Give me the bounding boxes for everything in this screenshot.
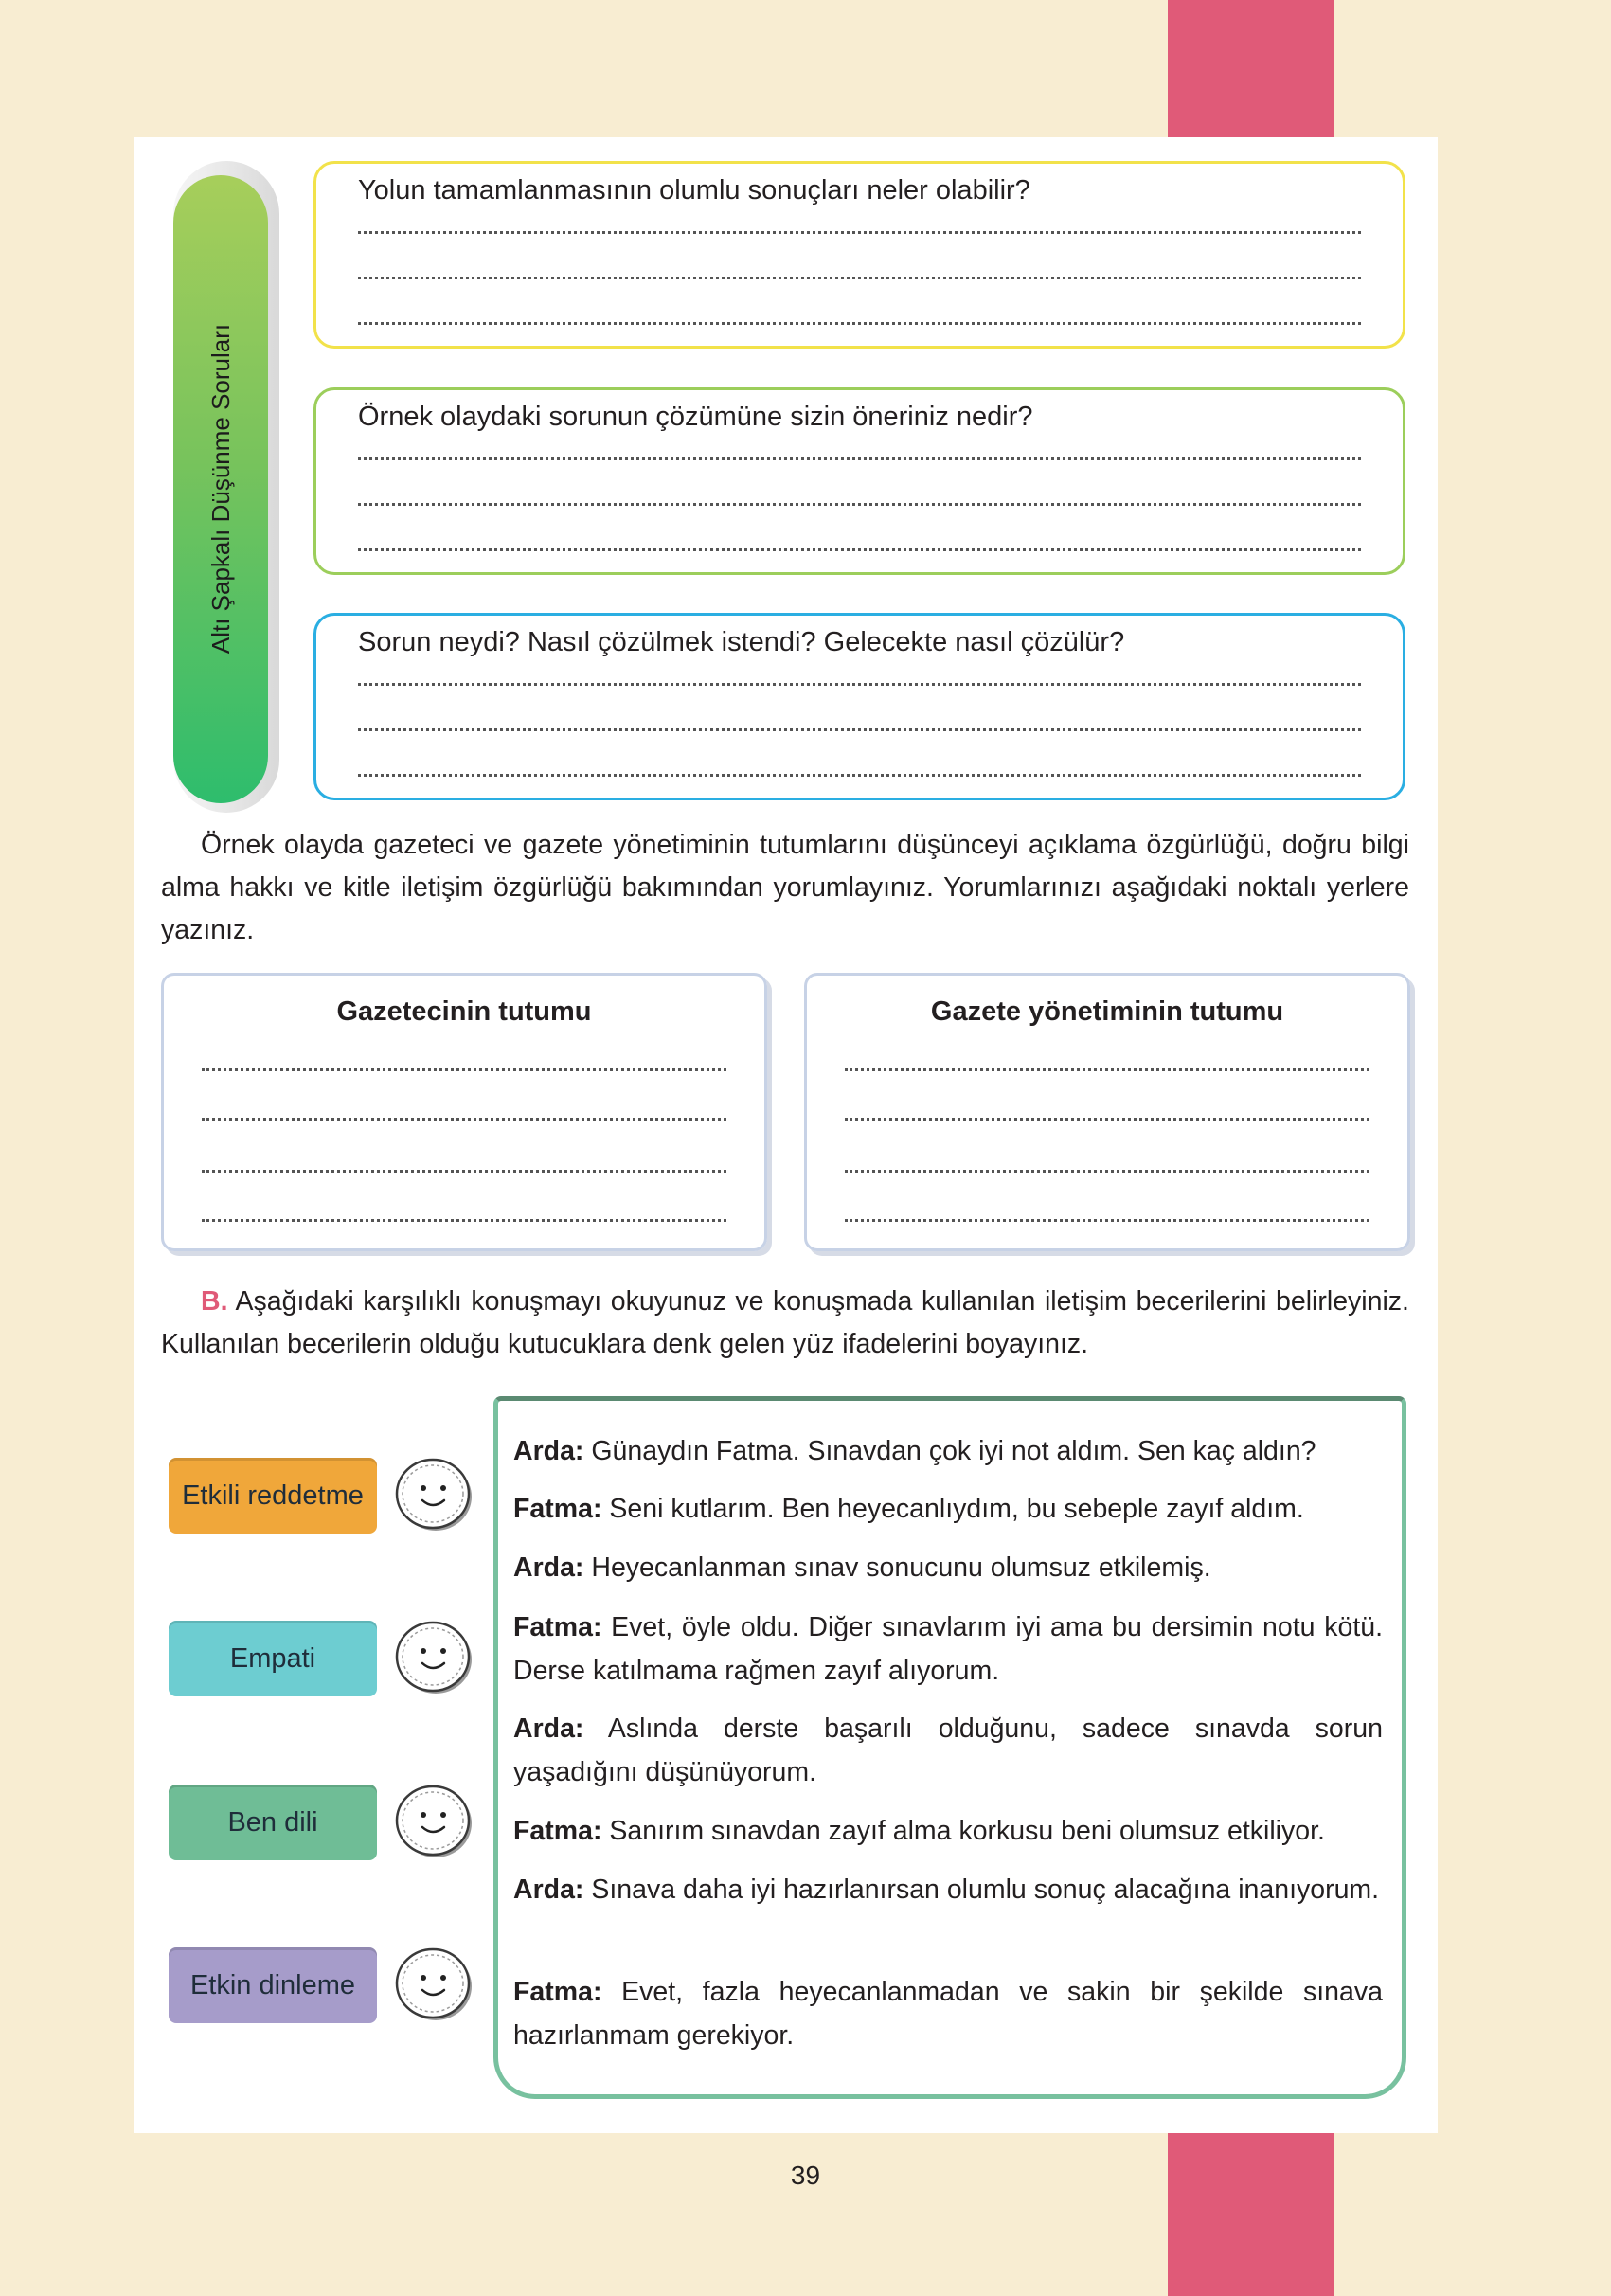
page-edge-tab-top: [1168, 0, 1334, 137]
dialogue-text: Seni kutlarım. Ben heyecanlıydım, bu sebeple zayıf aldım.: [609, 1494, 1304, 1524]
dialogue-line: [513, 1707, 1383, 1794]
instruction-text: Örnek olayda gazeteci ve gazete yönetiminin tutumlarını düşünceyi açıklama özgürlüğü, doğru bilgi alma hakkı ve kitle iletişim özgürlüğü bakımından yorumlayınız. Yorumlarınızı aşağıdaki noktalı yerlere yazınız.: [161, 830, 1409, 945]
dialogue-line: [513, 1970, 1383, 2057]
speaker-name: Fatma:: [513, 1816, 602, 1846]
dialogue-line: [513, 1487, 1383, 1531]
answer-line[interactable]: [358, 231, 1361, 234]
question-box-green: [313, 387, 1405, 575]
skill-label-ben-dili: Ben dili: [169, 1785, 377, 1860]
answer-line[interactable]: [202, 1170, 726, 1173]
answer-line[interactable]: [202, 1068, 726, 1071]
question-text: Sorun neydi? Nasıl çözülmek istendi? Gelecekte nasıl çözülür?: [358, 627, 1125, 657]
section-b-instructions: [161, 1281, 1409, 1366]
question-text: Örnek olaydaki sorunun çözümüne sizin öneriniz nedir?: [358, 402, 1033, 432]
sidebar-label: Altı Şapkalı Düşünme Soruları: [206, 323, 235, 655]
dialogue-line: [513, 1605, 1383, 1693]
question-box-blue: [313, 613, 1405, 800]
answer-line[interactable]: [845, 1118, 1369, 1121]
answer-line[interactable]: [845, 1219, 1369, 1222]
smiley-face-icon[interactable]: [394, 1946, 474, 2023]
answer-line[interactable]: [358, 728, 1361, 731]
answer-line[interactable]: [358, 457, 1361, 460]
journalist-attitude-box: [161, 973, 767, 1251]
answer-line[interactable]: [358, 322, 1361, 325]
dialogue-text: Sınava daha iyi hazırlanırsan olumlu sonuç alacağına inanıyorum.: [591, 1874, 1380, 1905]
speaker-name: Arda:: [513, 1713, 584, 1744]
speaker-name: Arda:: [513, 1874, 584, 1905]
page-edge-tab-bottom: [1168, 2133, 1334, 2296]
skill-label-empati: Empati: [169, 1621, 377, 1696]
answer-line[interactable]: [202, 1219, 726, 1222]
answer-line[interactable]: [845, 1170, 1369, 1173]
speaker-name: Fatma:: [513, 1494, 602, 1524]
dialogue-line: [513, 1429, 1383, 1473]
dialogue-text: Evet, öyle oldu. Diğer sınavlarım iyi ama bu dersimin notu kötü. Derse katılmama rağmen zayıf alıyorum.: [513, 1612, 1384, 1686]
dialogue-text: Günaydın Fatma. Sınavdan çok iyi not aldım. Sen kaç aldın?: [591, 1436, 1316, 1466]
speaker-name: Arda:: [513, 1436, 584, 1466]
management-attitude-title: Gazete yönetiminin tutumu: [930, 996, 1284, 1027]
page-number: 39: [790, 2161, 821, 2190]
answer-line[interactable]: [358, 548, 1361, 551]
dialogue-line: [513, 1809, 1383, 1853]
smiley-face-icon[interactable]: [394, 1456, 474, 1534]
smiley-face-icon[interactable]: [394, 1619, 474, 1696]
smiley-face-icon[interactable]: [394, 1783, 474, 1860]
dialogue-text: Evet, fazla heyecanlanmadan ve sakin bir şekilde sınava hazırlanmam gerekiyor.: [513, 1977, 1383, 2051]
answer-line[interactable]: [358, 774, 1361, 777]
dialogue-text: Aslında derste başarılı olduğunu, sadece sınavda sorun yaşadığını düşünüyorum.: [513, 1713, 1383, 1787]
answer-line[interactable]: [358, 683, 1361, 686]
question-box-yellow: [313, 161, 1405, 349]
skill-label-etkin-dinleme: Etkin dinleme: [169, 1947, 377, 2023]
instruction-paragraph: [161, 824, 1409, 952]
section-letter: B.: [201, 1286, 228, 1317]
dialogue-line: [513, 1868, 1383, 1911]
answer-line[interactable]: [202, 1118, 726, 1121]
dialogue-text: Heyecanlanman sınav sonucunu olumsuz etkilemiş.: [591, 1552, 1211, 1583]
dialogue-line: [513, 1546, 1383, 1589]
answer-line[interactable]: [845, 1068, 1369, 1071]
section-b-text: Aşağıdaki karşılıklı konuşmayı okuyunuz ve konuşmada kullanılan iletişim becerilerini belirleyiniz. Kullanılan becerilerin olduğu kutucuklara denk gelen yüz ifadelerini boyayınız.: [161, 1286, 1409, 1359]
management-attitude-box: [804, 973, 1410, 1251]
skill-label-etkili-reddetme: Etkili reddetme: [169, 1458, 377, 1534]
journalist-attitude-title: Gazetecinin tutumu: [336, 996, 592, 1027]
speaker-name: Fatma:: [513, 1612, 602, 1642]
answer-line[interactable]: [358, 503, 1361, 506]
speaker-name: Arda:: [513, 1552, 584, 1583]
question-text: Yolun tamamlanmasının olumlu sonuçları neler olabilir?: [358, 175, 1030, 206]
speaker-name: Fatma:: [513, 1977, 602, 2007]
dialogue-text: Sanırım sınavdan zayıf alma korkusu beni olumsuz etkiliyor.: [609, 1816, 1325, 1846]
answer-line[interactable]: [358, 277, 1361, 279]
